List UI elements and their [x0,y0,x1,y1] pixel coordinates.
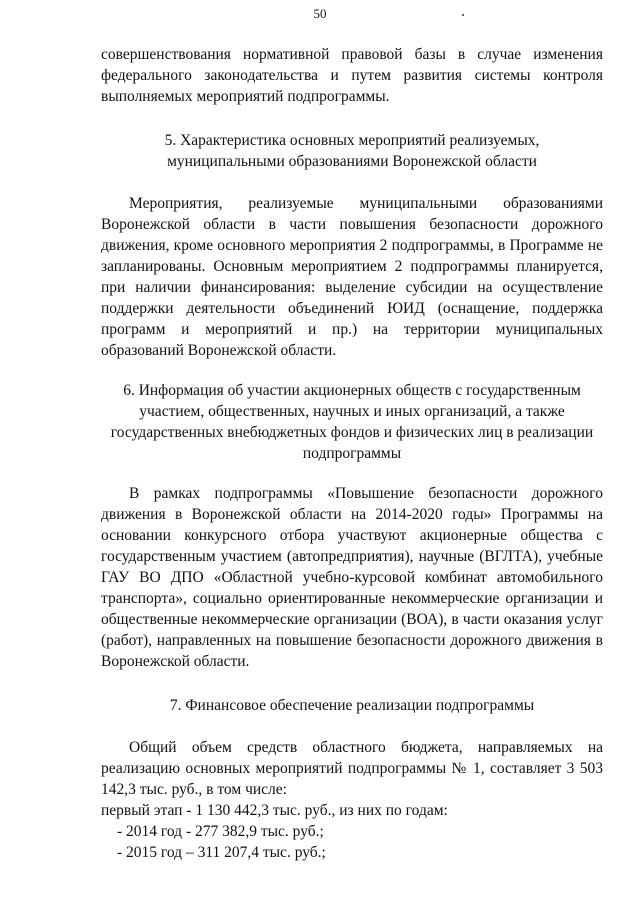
section-5-heading-line-2: муниципальными образованиями Воронежской области [167,153,537,170]
section-6-paragraph: В рамках подпрограммы «Повышение безопасности дорожного движения в Воронежской области на 2014-2020 годы» Программы на основании конкурсного отбора участвуют акционерные общества с государственным участием (автопредприятия), научные (ВГЛТА), учебные ГАУ ВО ДПО «Областной учебно-курсовой комбинат автомобильного транспорта», социально ориентированные некоммерческие организации и общественные некоммерческие организации (ВОА), в части оказания услуг (работ), направленных на повышение безопасности дорожного движения в Воронежской области. [101,485,603,670]
scan-speck [462,14,464,16]
funding-year-item: - 2015 год – 311 207,4 тыс. руб.; [117,844,326,861]
section-7-heading: 7. Финансовое обеспечение реализации подпрограммы [169,697,535,714]
document-body [101,44,603,863]
section-5-paragraph: Мероприятия, реализуемые муниципальными образованиями Воронежской области в части повышения безопасности дорожного движения, кроме основного мероприятия 2 подпрограммы, в Программе не запланированы. Основным мероприятием 2 подпрограммы планируется, при наличии финансирования: выделение субсидии на осуществление поддержки деятельности объединений ЮИД (оснащение, поддержка программ и мероприятий и пр.) на территории муниципальных образований Воронежской области. [101,195,603,359]
section-7-paragraph: Общий объем средств областного бюджета, направляемых на реализацию основных мероприятий подпрограммы № 1, составляет 3 503 142,3 тыс. руб., в том числе: [101,739,603,798]
page-number: 50 [313,6,327,21]
funding-stage-line: первый этап - 1 130 442,3 тыс. руб., из них по годам: [101,802,448,819]
funding-year-item: - 2014 год - 277 382,9 тыс. руб.; [117,823,324,840]
section-5-heading-line-1: 5. Характеристика основных мероприятий реализуемых, [164,132,540,149]
section-6-heading: 6. Информация об участии акционерных обществ с государственным участием, общественных, научных и иных организаций, а также государственных внебюджетных фондов и физических лиц в реализации подпрограммы [110,382,594,462]
intro-paragraph: совершенствования нормативной правовой базы в случае изменения федерального законодательства и путем развития системы контроля выполняемых мероприятий подпрограммы. [101,46,603,105]
